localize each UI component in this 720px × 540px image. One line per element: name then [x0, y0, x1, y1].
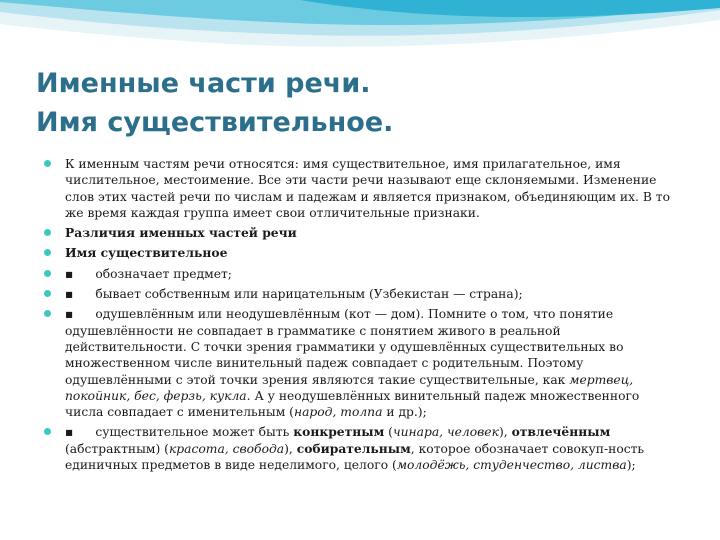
item-text: и др.); — [382, 405, 427, 420]
item-text: (абстрактным) ( — [65, 441, 169, 456]
item-term: отвлечённым — [511, 424, 611, 440]
item-text: бывает собственным или нарицательным (Узбекистан — страна); — [95, 287, 523, 302]
item-example: мертвец, покойник, бес, ферзь, кукла — [65, 372, 634, 403]
title-line-2: Имя существительное. — [36, 107, 394, 138]
item-example: молодёжь, студенчество, листва — [396, 458, 627, 473]
bullet-dot-icon — [44, 270, 51, 277]
title-line-1: Именные части речи. — [36, 68, 371, 99]
bullet-dot-icon — [44, 229, 51, 236]
item-term: конкретным — [293, 424, 385, 440]
item-term: собирательным — [296, 440, 411, 456]
item-text: , которое обозначает совокуп-ность единичных предметов в виде неделимого, целого ( — [65, 441, 645, 473]
list-item — [44, 225, 676, 241]
bullet-dot-icon — [44, 249, 51, 256]
square-marker-icon: ▪ — [65, 307, 74, 322]
item-text: . А у неодушевлённых винительный падеж множественного числа совпадает с именительным ( — [65, 388, 640, 420]
bullet-dot-icon — [44, 290, 51, 297]
item-example: чинара, человек — [392, 425, 499, 440]
square-marker-icon: ▪ — [65, 266, 74, 281]
item-text: ), — [284, 441, 297, 456]
item-text: существительное может быть — [95, 425, 294, 440]
square-marker-icon: ▪ — [65, 287, 74, 302]
item-text: ); — [626, 458, 636, 473]
list-item — [44, 266, 676, 282]
list-item — [44, 306, 676, 420]
slide-title — [36, 64, 696, 142]
bullet-dot-icon — [44, 160, 51, 167]
item-example: красота, свобода — [168, 441, 285, 456]
item-text: обозначает предмет; — [95, 266, 232, 281]
item-heading: Различия именных частей речи — [65, 225, 297, 241]
item-text: ), — [498, 425, 512, 440]
item-text: одушевлённым или неодушевлённым (кот — дом). Помните о том, что понятие одушевлённости не совпадает в грамматике с понятием живого в реальной действительности. С точки зрения грамматики у одушевлённых существительных во множественном числе винительный падеж совпадает с родительным. Поэтому одушевлёнными с этой точки зрения являются такие существительные, как — [65, 307, 624, 387]
list-item — [44, 424, 676, 473]
bullet-dot-icon — [44, 428, 51, 435]
list-item — [44, 156, 676, 221]
list-item — [44, 245, 676, 261]
header-wave-decoration — [0, 0, 720, 70]
square-marker-icon: ▪ — [65, 425, 74, 440]
item-text: ( — [384, 425, 393, 440]
list-item — [44, 286, 676, 302]
item-example: народ, толпа — [293, 405, 383, 420]
bullet-list — [44, 156, 676, 477]
item-heading: Имя существительное — [65, 245, 228, 261]
item-text: К именным частям речи относятся: имя существительное, имя прилагательное, имя числительное, местоимение. Все эти части речи называют еще склоняемыми. Изменение слов этих частей речи по числам и падежам и является признаком, объединяющим их. В то же время каждая группа имеет свои отличительные признаки. — [65, 157, 671, 220]
bullet-dot-icon — [44, 310, 51, 317]
